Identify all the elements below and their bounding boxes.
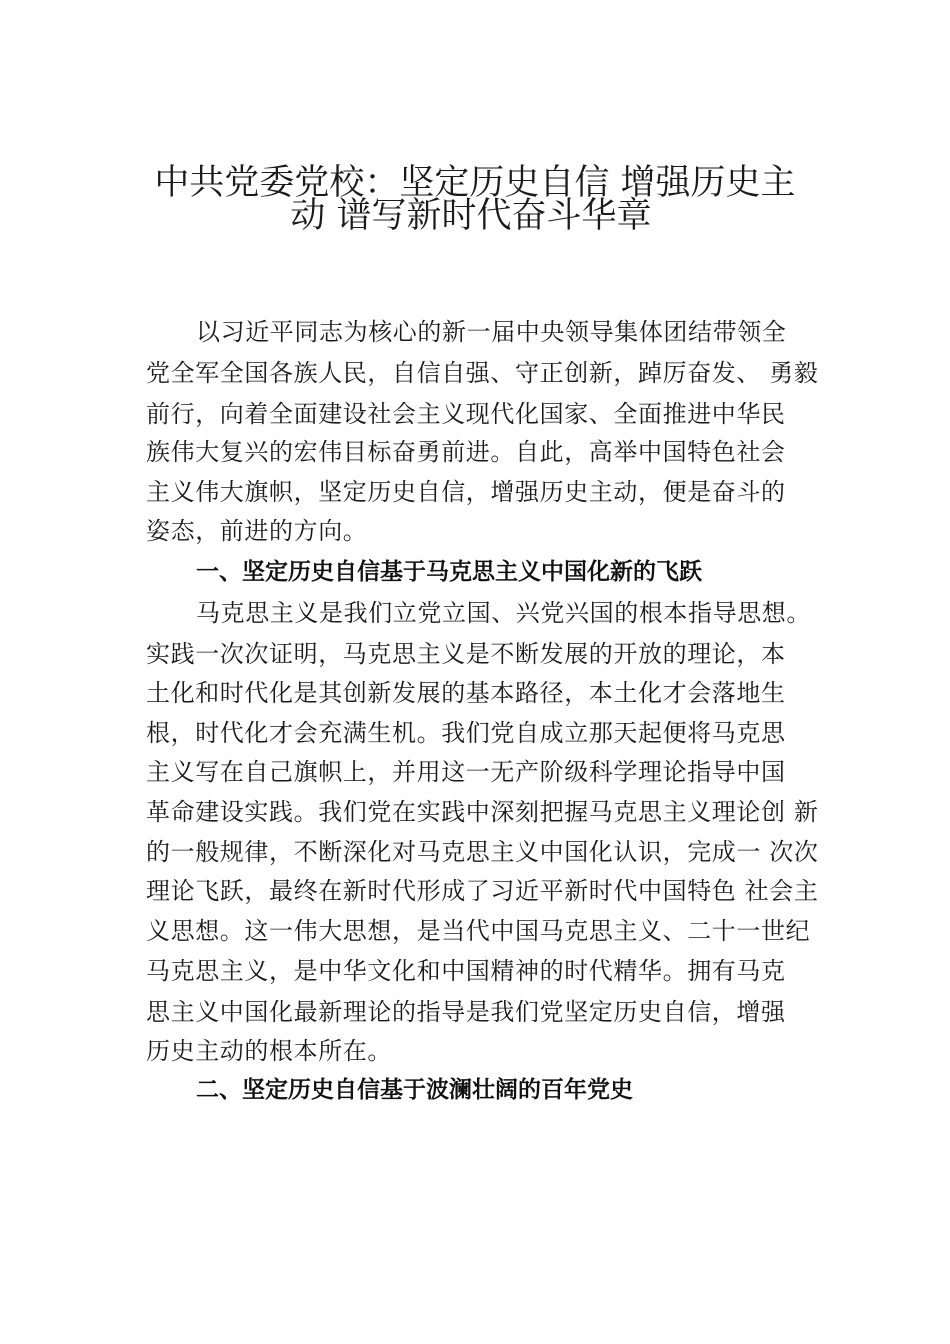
section-2-heading: 二、坚定历史自信基于波澜壮阔的百年党史 <box>196 1077 633 1103</box>
paragraph-line: 党全军全国各族人民，自信自强、守正创新，踔厉奋发、 勇毅 <box>146 359 819 387</box>
paragraph-line: 姿态，前进的方向。 <box>146 517 368 545</box>
paragraph-line: 理论飞跃，最终在新时代形成了习近平新时代中国特色 社会主 <box>146 877 819 905</box>
paragraph-line: 族伟大复兴的宏伟目标奋勇前进。自此，高举中国特色社会 <box>146 438 786 466</box>
paragraph-line: 主义伟大旗帜，坚定历史自信，增强历史主动，便是奋斗的 <box>146 478 786 506</box>
paragraph-line: 革命建设实践。我们党在实践中深刻把握马克思主义理论创 新 <box>146 798 819 826</box>
page-title-line-1: 中共党委党校：坚定历史自信 增强历史主 <box>154 163 796 203</box>
paragraph-line: 主义写在自己旗帜上，并用这一无产阶级科学理论指导中国 <box>146 758 786 786</box>
paragraph-line: 实践一次次证明，马克思主义是不断发展的开放的理论，本 <box>146 640 786 668</box>
page-title-line-2: 动 谱写新时代奋斗华章 <box>290 196 652 236</box>
paragraph-line: 的一般规律，不断深化对马克思主义中国化认识，完成一 次次 <box>146 838 819 866</box>
paragraph-line: 马克思主义是我们立党立国、兴党兴国的根本指导思想。 <box>196 599 811 627</box>
paragraph-line: 以习近平同志为核心的新一届中央领导集体团结带领全 <box>196 318 787 346</box>
paragraph-line: 土化和时代化是其创新发展的基本路径，本土化才会落地生 <box>146 679 786 707</box>
paragraph-line: 前行，向着全面建设社会主义现代化国家、全面推进中华民 <box>146 400 786 428</box>
paragraph-line: 思主义中国化最新理论的指导是我们党坚定历史自信，增强 <box>146 998 786 1026</box>
paragraph-line: 义思想。这一伟大思想，是当代中国马克思主义、二十一世纪 <box>146 917 811 945</box>
paragraph-line: 根，时代化才会充满生机。我们党自成立那天起便将马克思 <box>146 719 786 747</box>
paragraph-line: 马克思主义，是中华文化和中国精神的时代精华。拥有马克 <box>146 957 786 985</box>
paragraph-line: 历史主动的根本所在。 <box>146 1037 392 1065</box>
section-1-heading: 一、坚定历史自信基于马克思主义中国化新的飞跃 <box>196 559 702 585</box>
